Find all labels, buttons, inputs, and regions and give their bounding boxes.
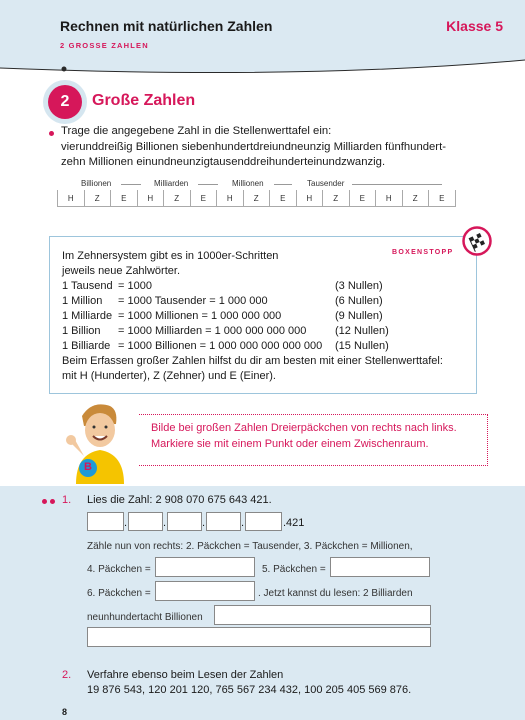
pv-divider — [274, 184, 292, 185]
hint-line-2: Markiere sie mit einem Punkt oder einem Zwischenraum. — [151, 438, 429, 450]
pv-cell[interactable]: Z — [164, 190, 191, 207]
box-row-name: 1 Million — [62, 295, 103, 307]
page-number: 8 — [62, 707, 68, 717]
dot-separator: . — [163, 517, 167, 529]
pv-cell[interactable]: H — [376, 190, 403, 207]
count-instruction: Zähle nun von rechts: 2. Päckchen = Tausender, 3. Päckchen = Millionen, — [87, 541, 413, 552]
difficulty-dot-icon — [50, 499, 55, 504]
pv-cell[interactable]: E — [349, 190, 376, 207]
dot-separator: . — [202, 517, 206, 529]
section-subtitle: 2 GROSSE ZAHLEN — [60, 41, 149, 50]
box-row-zeros: (3 Nullen) — [335, 280, 383, 292]
box-intro-line-2: jeweils neue Zahlwörter. — [62, 265, 181, 277]
pv-cell[interactable]: E — [429, 190, 456, 207]
triplet-field-4[interactable] — [206, 512, 241, 531]
dot-separator: . — [241, 517, 245, 529]
triplet-field-5[interactable] — [245, 512, 282, 531]
box-outro-line-1: Beim Erfassen großer Zahlen hilfst du dir am besten mit einer Stellenwerttafel: — [62, 355, 443, 367]
pv-divider — [121, 184, 141, 185]
pv-cell[interactable]: H — [296, 190, 323, 207]
task-text: Trage die angegebene Zahl in die Stellenwerttafel ein: vierunddreißig Billionen siebenhundertdreiundneunzig Milliarden fünfhundert- zehn Millionen einundneunzigtausenddreihunderteinundzwanzig. — [61, 125, 446, 168]
pv-cell[interactable]: Z — [323, 190, 350, 207]
box-row-zeros: (12 Nullen) — [335, 325, 389, 337]
pv-cell[interactable]: Z — [243, 190, 270, 207]
label-package-4: 4. Päckchen = — [87, 564, 151, 575]
triplet-field-2[interactable] — [128, 512, 163, 531]
read-instruction: . Jetzt kannst du lesen: 2 Billiarden — [258, 588, 413, 599]
checkered-flag-icon — [462, 226, 492, 256]
pv-cell[interactable]: E — [111, 190, 138, 207]
box-row-eq: = 1000 Milliarden = 1 000 000 000 000 — [118, 325, 307, 337]
chapter-title: Rechnen mit natürlichen Zahlen — [60, 18, 273, 34]
pv-cell[interactable]: Z — [402, 190, 429, 207]
mascot-badge-letter: B — [84, 461, 92, 473]
place-value-table — [57, 190, 456, 207]
box-row-zeros: (9 Nullen) — [335, 310, 383, 322]
box-row-name: 1 Billiarde — [62, 340, 111, 352]
pv-cell[interactable]: E — [270, 190, 297, 207]
pv-cell[interactable]: H — [217, 190, 244, 207]
box-row-zeros: (15 Nullen) — [335, 340, 389, 352]
pv-divider — [198, 184, 218, 185]
difficulty-dot-icon — [42, 499, 47, 504]
mascot-illustration — [62, 396, 142, 484]
triplet-field-1[interactable] — [87, 512, 124, 531]
exercise-2-number: 2. — [62, 669, 72, 681]
reading-field-2[interactable] — [87, 627, 431, 647]
box-row-zeros: (6 Nullen) — [335, 295, 383, 307]
reading-field-1[interactable] — [214, 605, 431, 625]
package-4-field[interactable] — [155, 557, 255, 577]
pv-cell[interactable]: H — [58, 190, 85, 207]
pv-group-billionen: Billionen — [81, 179, 112, 188]
pv-group-milliarden: Milliarden — [154, 179, 189, 188]
exercise-2-numbers: 19 876 543, 120 201 120, 765 567 234 432, 100 205 405 569 876. — [87, 684, 412, 696]
bullet-icon — [49, 131, 54, 136]
triplet-suffix: .421 — [283, 517, 305, 529]
label-package-5: 5. Päckchen = — [262, 564, 326, 575]
pv-group-tausender: Tausender — [307, 179, 345, 188]
pv-cell[interactable]: Z — [84, 190, 111, 207]
label-package-6: 6. Päckchen = — [87, 588, 151, 599]
pv-cell[interactable]: H — [137, 190, 164, 207]
triplet-field-3[interactable] — [167, 512, 202, 531]
pv-group-millionen: Millionen — [232, 179, 264, 188]
box-row-name: 1 Tausend — [62, 280, 113, 292]
reading-start-text: neunhundertacht Billionen — [87, 612, 203, 623]
box-row-eq: = 1000 Millionen = 1 000 000 000 — [118, 310, 282, 322]
hint-line-1: Bilde bei großen Zahlen Dreierpäckchen von rechts nach links. — [151, 422, 457, 434]
package-6-field[interactable] — [155, 581, 255, 601]
section-title: Große Zahlen — [92, 92, 196, 109]
box-row-eq: = 1000 Billionen = 1 000 000 000 000 000 — [118, 340, 323, 352]
box-row-name: 1 Milliarde — [62, 310, 113, 322]
pv-divider — [352, 184, 442, 185]
box-row-eq: = 1000 — [118, 280, 152, 292]
pv-cell[interactable]: E — [190, 190, 217, 207]
box-outro-line-2: mit H (Hunderter), Z (Zehner) und E (Einer). — [62, 370, 276, 382]
exercise-1-number: 1. — [62, 494, 72, 506]
box-row-name: 1 Billion — [62, 325, 101, 337]
exercise-2-instruction: Verfahre ebenso beim Lesen der Zahlen — [87, 669, 284, 681]
exercise-1-instruction: Lies die Zahl: 2 908 070 675 643 421. — [87, 494, 272, 506]
boxenstopp-label: BOXENSTOPP — [392, 249, 454, 256]
box-intro-line-1: Im Zehnersystem gibt es in 1000er-Schritten — [62, 250, 279, 262]
box-row-eq: = 1000 Tausender = 1 000 000 — [118, 295, 268, 307]
section-number-badge: 2 — [48, 85, 82, 119]
class-label: Klasse 5 — [446, 18, 503, 34]
package-5-field[interactable] — [330, 557, 430, 577]
dot-separator: . — [124, 517, 128, 529]
